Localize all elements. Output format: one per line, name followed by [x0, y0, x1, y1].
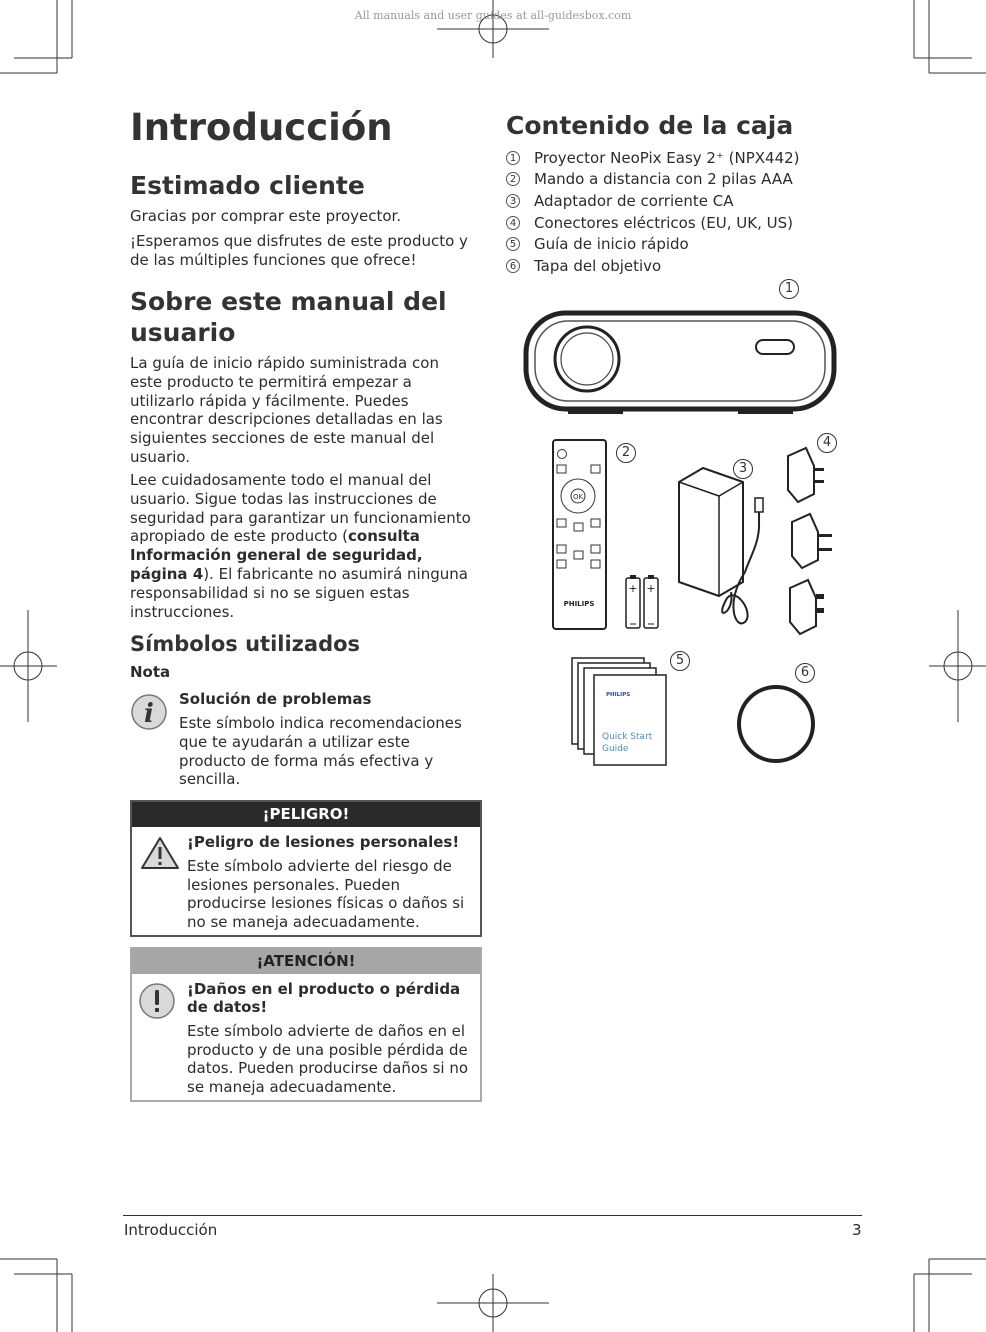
note-text: Este símbolo indica recomendaciones que te ayudarán a utilizar este producto de forma más efectiva y sencilla.	[179, 714, 462, 789]
plug-connectors-illustration	[780, 442, 840, 642]
item-text: Conectores eléctricos (EU, UK, US)	[534, 213, 793, 232]
danger-title: ¡Peligro de lesiones personales!	[187, 833, 460, 851]
item-text: Proyector NeoPix Easy 2⁺ (NPX442)	[534, 148, 800, 167]
callout-1: 1	[779, 279, 799, 299]
batteries-illustration	[622, 572, 664, 632]
footer-section: Introducción	[124, 1221, 218, 1239]
watermark: All manuals and user guides at all-guidesbox.com	[354, 9, 632, 22]
caution-header: ¡ATENCIÓN!	[132, 949, 480, 974]
danger-header: ¡PELIGRO!	[132, 802, 480, 827]
svg-text:+: +	[628, 582, 638, 595]
box-contents-heading: Contenido de la caja	[506, 111, 794, 140]
manual-p2-c: ). El fabricante no asumirá ninguna responsabilidad si no se siguen estas instrucciones.	[130, 564, 468, 621]
page-title: Introducción	[130, 106, 393, 149]
callout-5: 5	[670, 651, 690, 671]
list-item	[506, 255, 800, 277]
lens-cap-illustration	[734, 682, 818, 766]
manual-p1: La guía de inicio rápido suministrada con este producto te permitirá empezar a utilizarlo rápida y fácilmente. Puedes encontrar descripciones detalladas en las siguientes secciones de este manual del usuario.	[130, 354, 443, 466]
item-number: 5	[506, 237, 520, 251]
guide-brand-label: PHILIPS	[606, 692, 631, 698]
item-text: Tapa del objetivo	[534, 256, 662, 275]
item-text: Guía de inicio rápido	[534, 235, 689, 254]
list-item	[506, 212, 800, 234]
danger-box	[130, 800, 482, 937]
callout-2: 2	[616, 443, 636, 463]
projector-illustration	[520, 305, 840, 417]
svg-text:+: +	[646, 582, 656, 595]
item-number: 1	[506, 151, 520, 165]
warning-triangle-icon	[140, 835, 180, 871]
remote-control-illustration	[550, 438, 610, 632]
guide-title-line1: Quick Start	[602, 732, 653, 742]
danger-text: Este símbolo advierte del riesgo de lesiones personales. Pueden producirse lesiones físicas o daños si no se maneja adecuadamente.	[187, 857, 465, 931]
page-number: 3	[852, 1221, 862, 1239]
list-item	[506, 147, 800, 169]
item-number: 2	[506, 172, 520, 186]
symbols-heading: Símbolos utilizados	[130, 632, 361, 656]
caution-text: Este símbolo advierte de daños en el producto y de una posible pérdida de datos. Pueden producirse daños si no se maneja adecuadamente.	[187, 1022, 469, 1096]
item-number: 6	[506, 259, 520, 273]
list-item	[506, 233, 800, 255]
list-item	[506, 169, 800, 191]
dear-customer-heading: Estimado cliente	[130, 171, 365, 200]
info-icon	[130, 693, 168, 731]
note-label: Nota	[130, 663, 171, 681]
item-number: 3	[506, 194, 520, 208]
manual-p2-a: Lee cuidadosamente todo el manual del usuario. Sigue todas las instrucciones de seguridad para garantizar un funcionamiento apropiado de este producto (	[130, 471, 471, 546]
box-contents-list	[506, 147, 800, 277]
power-adapter-illustration	[675, 462, 775, 632]
callout-3: 3	[733, 459, 753, 479]
callout-4: 4	[817, 433, 837, 453]
note-title: Solución de problemas	[179, 690, 372, 708]
callout-6: 6	[795, 663, 815, 683]
list-item	[506, 190, 800, 212]
item-text: Mando a distancia con 2 pilas AAA	[534, 170, 793, 189]
manual-heading: Sobre este manual del usuario	[130, 287, 447, 347]
dear-p1: Gracias por comprar este proyector.	[130, 207, 402, 225]
remote-ok-label: OK	[572, 493, 584, 501]
quick-start-guide-illustration	[568, 655, 672, 767]
item-text: Adaptador de corriente CA	[534, 191, 734, 210]
item-number: 4	[506, 216, 520, 230]
remote-brand-label: PHILIPS	[563, 600, 595, 608]
guide-title-line2: Guide	[602, 744, 629, 754]
exclamation-icon	[138, 982, 176, 1020]
safety-reference-link[interactable]: consulta Información general de seguridad, página 4	[130, 527, 423, 583]
dear-p2: ¡Esperamos que disfrutes de este producto y de las múltiples funciones que ofrece!	[130, 232, 468, 269]
svg-text:i: i	[144, 699, 154, 729]
caution-box	[130, 947, 482, 1102]
manual-p2	[130, 471, 475, 621]
footer-divider	[123, 1215, 862, 1216]
caution-title: ¡Daños en el producto o pérdida de datos!	[187, 980, 461, 1016]
